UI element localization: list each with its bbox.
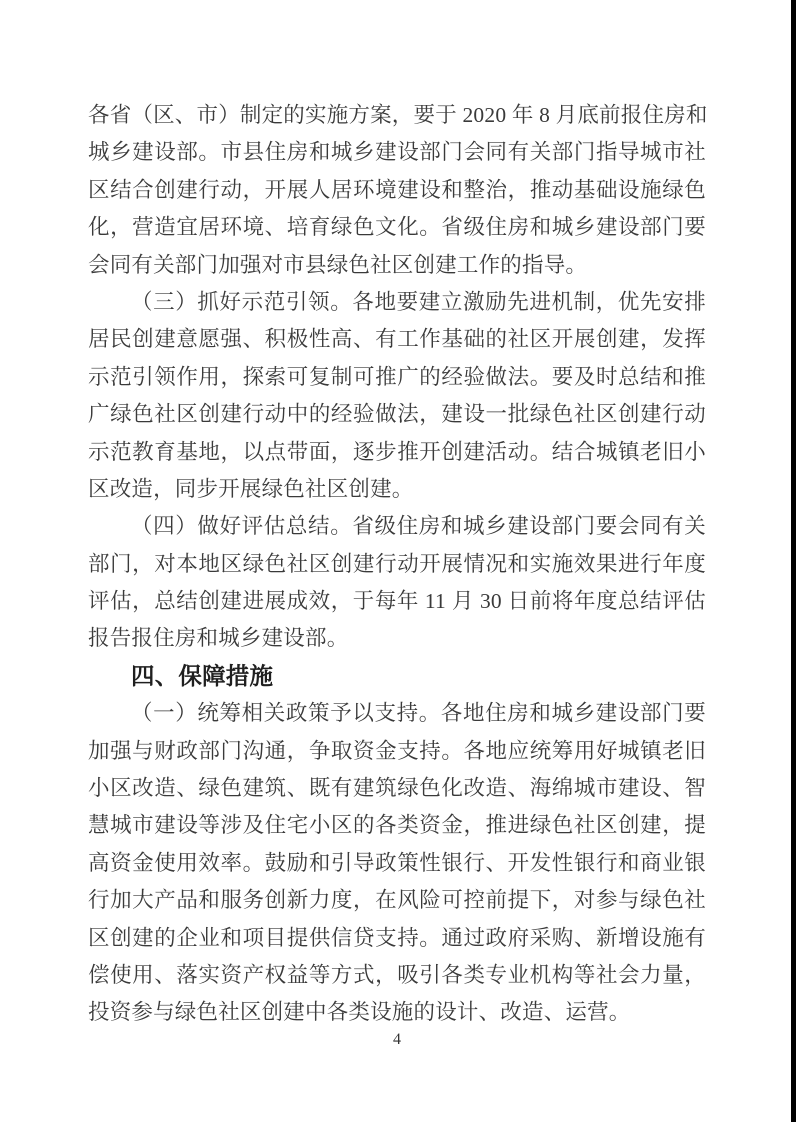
text-line: 加强与财政部门沟通，争取资金支持。各地应统筹用好城镇老旧 [88,738,706,763]
text-line: 投资参与绿色社区创建中各类设施的设计、改造、运营。 [88,1000,631,1025]
scan-edge-line [791,0,796,1122]
text-line: 化，营造宜居环境、培育绿色文化。省级住房和城乡建设部门要 [88,215,706,240]
text-line: 各省（区、市）制定的实施方案，要于 2020 年 8 月底前报住房和 [88,103,708,127]
text-line: 部门，对本地区绿色社区创建行动开展情况和实施效果进行年度 [88,551,706,576]
text-line: 区结合创建行动，开展人居环境建设和整治，推动基础设施绿色 [88,177,706,202]
text-line-paragraph-start: （三）抓好示范引领。各地要建立激励先进机制，优先安排 [131,289,706,314]
text-line: 示范引领作用，探索可复制可推广的经验做法。要及时总结和推 [88,364,706,389]
text-line: 区创建的企业和项目提供信贷支持。通过政府采购、新增设施有 [88,925,706,950]
text-line: 会同有关部门加强对市县绿色社区创建工作的指导。 [88,252,588,277]
text-line-paragraph-start: （一）统筹相关政策予以支持。各地住房和城乡建设部门要 [131,701,706,726]
text-line: 居民创建意愿强、积极性高、有工作基础的社区开展创建，发挥 [88,327,706,352]
text-line-paragraph-start: （四）做好评估总结。省级住房和城乡建设部门要会同有关 [131,514,706,539]
text-line: 行加大产品和服务创新力度，在风险可控前提下，对参与绿色社 [88,888,706,913]
text-line: 区改造，同步开展绿色社区创建。 [88,476,414,501]
page-number: 4 [393,1031,401,1048]
text-line: 小区改造、绿色建筑、既有建筑绿色化改造、海绵城市建设、智 [88,776,706,801]
text-line: 慧城市建设等涉及住宅小区的各类资金，推进绿色社区创建，提 [88,813,706,838]
section-heading: 四、保障措施 [131,662,274,689]
text-line: 示范教育基地，以点带面，逐步推开创建活动。结合城镇老旧小 [88,439,706,464]
document-text [88,97,706,1032]
text-line: 高资金使用效率。鼓励和引导政策性银行、开发性银行和商业银 [88,850,706,875]
text-line: 广绿色社区创建行动中的经验做法，建设一批绿色社区创建行动 [88,402,706,427]
text-line: 城乡建设部。市县住房和城乡建设部门会同有关部门指导城市社 [88,140,706,165]
text-line: 评估，总结创建进展成效，于每年 11 月 30 日前将年度总结评估 [88,589,706,614]
text-line: 报告报住房和城乡建设部。 [88,626,349,651]
text-line: 偿使用、落实资产权益等方式，吸引各类专业机构等社会力量， [88,962,706,987]
